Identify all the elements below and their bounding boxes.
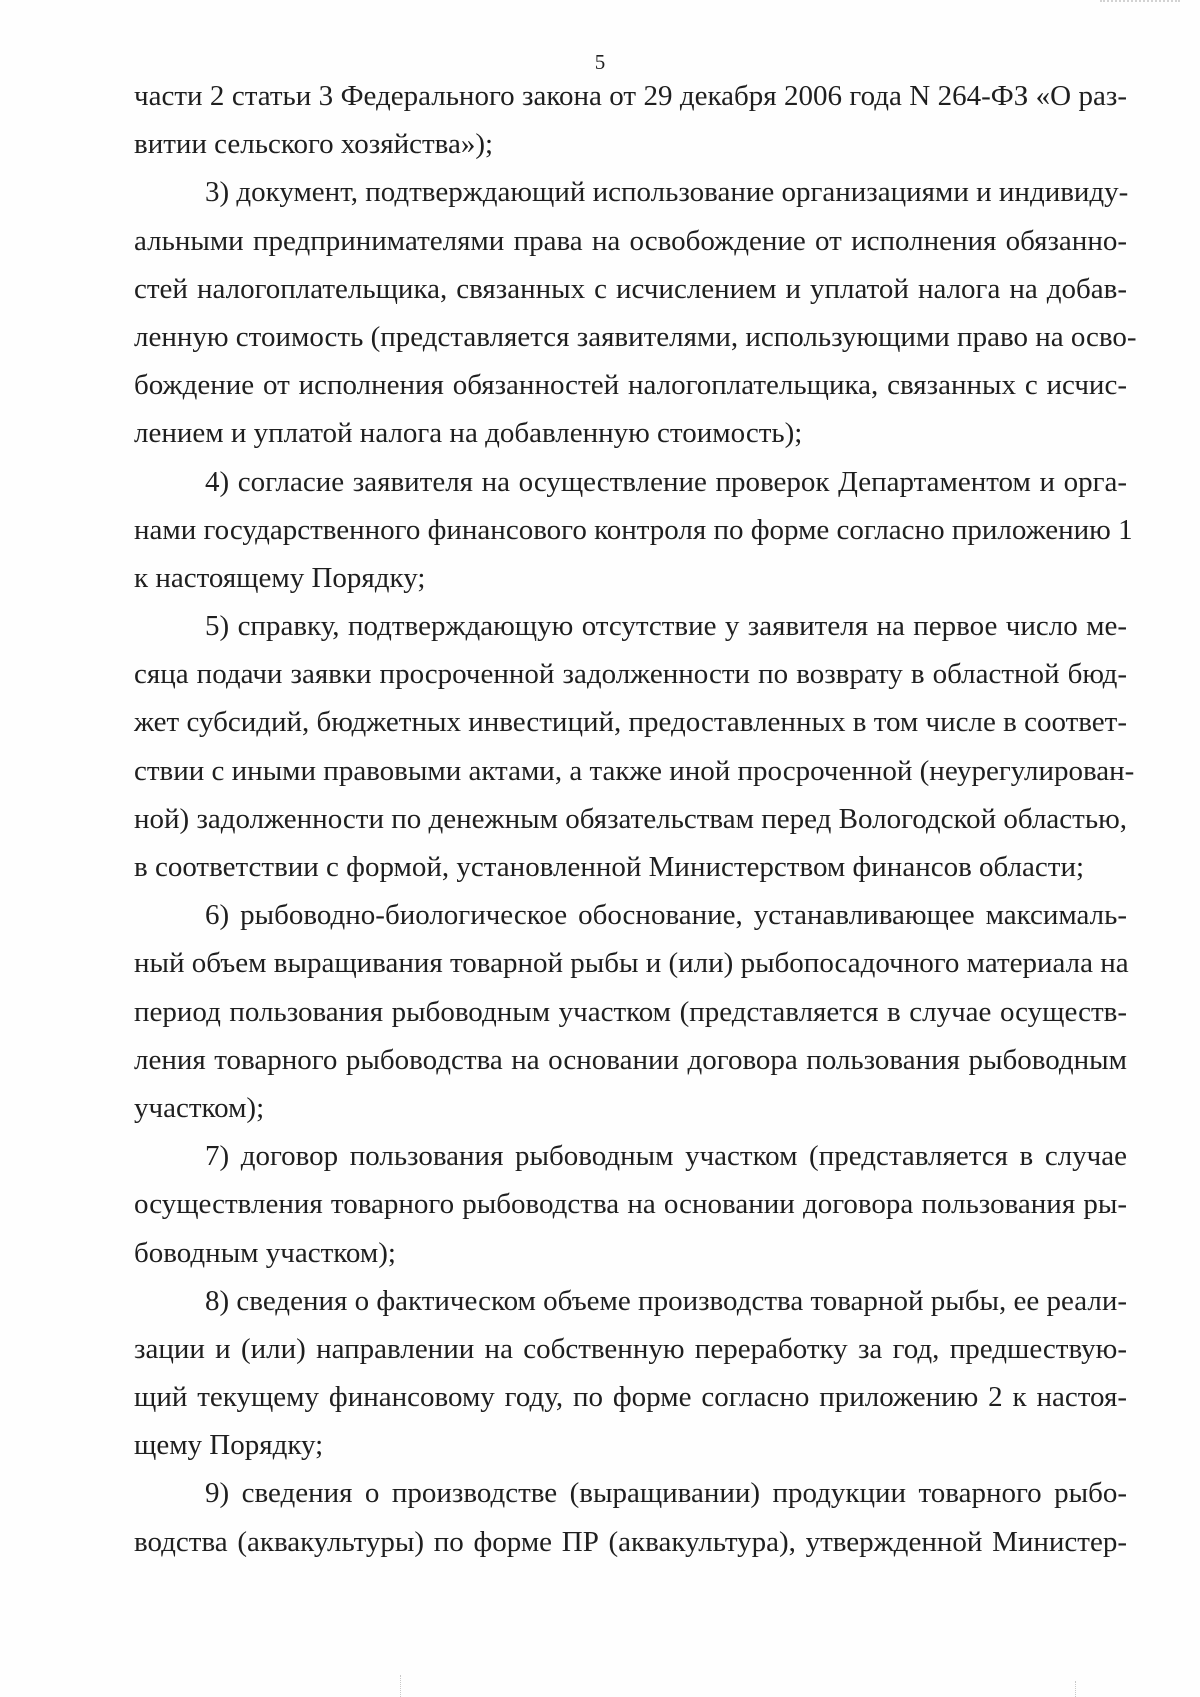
- text-line: 5) справку, подтверждающую отсутствие у заявителя на первое число ме-: [205, 610, 1127, 643]
- text-line: нами государственного финансового контроля по форме согласно приложению 1: [134, 513, 1133, 546]
- text-line: водства (аквакультуры) по форме ПР (аквакультура), утвержденной Министер-: [134, 1525, 1127, 1558]
- text-line: 3) документ, подтверждающий использование организациями и индивиду-: [205, 176, 1129, 209]
- text-line: 7) договор пользования рыбоводным участком (представляется в случае: [205, 1140, 1127, 1173]
- text-line: стей налогоплательщика, связанных с исчислением и уплатой налога на добав-: [134, 272, 1127, 305]
- text-line: ный объем выращивания товарной рыбы и (или) рыбопосадочного материала на: [134, 947, 1129, 980]
- page-number: 5: [594, 50, 606, 74]
- paragraph-item-9: [134, 1469, 1127, 1565]
- text-line: 6) рыбоводно-биологическое обоснование, устанавливающее максималь-: [205, 899, 1127, 932]
- text-line: 8) сведения о фактическом объеме производства товарной рыбы, ее реали-: [205, 1284, 1127, 1317]
- scan-corner-mark: [1100, 0, 1180, 6]
- scan-footer-mark: [1075, 1681, 1078, 1697]
- text-line: лением и уплатой налога на добавленную стоимость);: [134, 417, 803, 450]
- text-line: ной) задолженности по денежным обязательствам перед Вологодской областью,: [134, 802, 1127, 835]
- text-line: участком);: [134, 1091, 265, 1124]
- text-line: 9) сведения о производстве (выращивании) продукции товарного рыбо-: [205, 1477, 1127, 1510]
- text-line: зации и (или) направлении на собственную переработку за год, предшествую-: [134, 1332, 1127, 1365]
- scan-footer-mark: [400, 1675, 403, 1697]
- text-line: боводным участком);: [134, 1236, 396, 1269]
- text-line: ленную стоимость (представляется заявителями, использующими право на осво-: [134, 320, 1137, 353]
- text-line: щий текущему финансовому году, по форме согласно приложению 2 к настоя-: [134, 1381, 1127, 1414]
- paragraph-item-7: [134, 1132, 1127, 1277]
- text-line: период пользования рыбоводным участком (представляется в случае осуществ-: [134, 995, 1127, 1028]
- paragraph-item-8: [134, 1277, 1127, 1470]
- paragraph-item-3: [134, 168, 1137, 457]
- text-line: витии сельского хозяйства»);: [134, 128, 494, 161]
- paragraph-item-5: [134, 602, 1135, 891]
- text-line: жет субсидий, бюджетных инвестиций, предоставленных в том числе в соответ-: [134, 706, 1127, 739]
- text-line: в соответствии с формой, установленной Министерством финансов области;: [134, 851, 1085, 883]
- text-line: части 2 статьи 3 Федерального закона от 29 декабря 2006 года N 264-ФЗ «О раз-: [134, 80, 1127, 112]
- text-line: к настоящему Порядку;: [134, 561, 426, 594]
- paragraph-item-4: [134, 458, 1133, 603]
- text-line: осуществления товарного рыбоводства на основании договора пользования ры-: [134, 1188, 1127, 1221]
- text-line: ления товарного рыбоводства на основании договора пользования рыбоводным: [134, 1043, 1127, 1076]
- document-body: [134, 72, 1137, 1566]
- text-line: ствии с иными правовыми актами, а также иной просроченной (неурегулирован-: [134, 754, 1135, 787]
- text-line: щему Порядку;: [134, 1429, 324, 1462]
- paragraph-item-6: [134, 891, 1127, 1132]
- text-line: альными предпринимателями права на освобождение от исполнения обязанно-: [134, 224, 1127, 257]
- text-line: бождение от исполнения обязанностей налогоплательщика, связанных с исчис-: [134, 369, 1127, 402]
- text-line: сяца подачи заявки просроченной задолженности по возврату в областной бюд-: [134, 658, 1127, 691]
- paragraph-continuation: [134, 72, 1127, 168]
- text-line: 4) согласие заявителя на осуществление проверок Департаментом и орга-: [205, 465, 1127, 498]
